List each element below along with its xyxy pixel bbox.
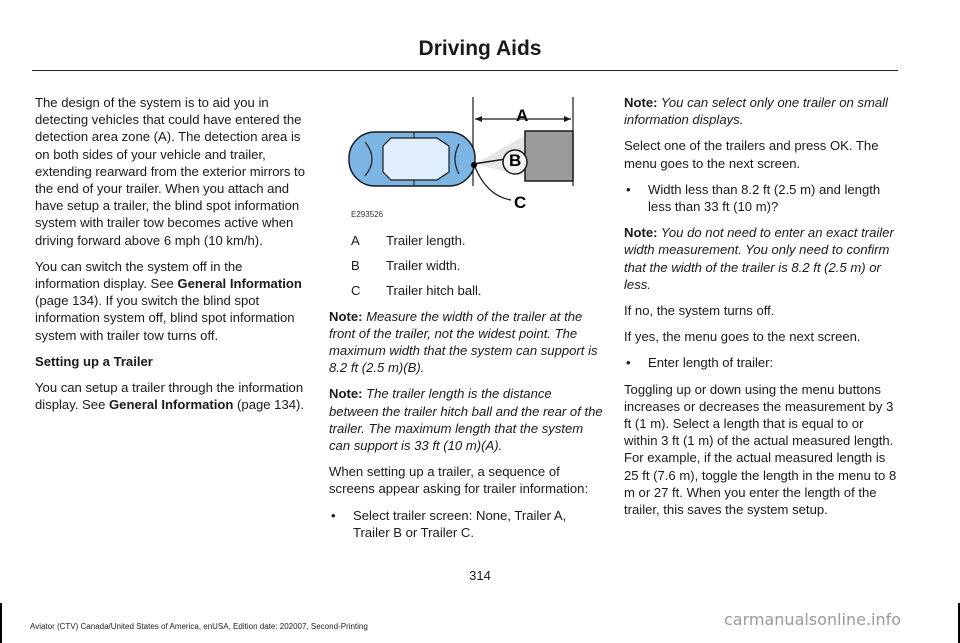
bullet-text: Select trailer screen: None, Trailer A, Trailer B or Trailer C.: [353, 507, 567, 540]
arrow-left-icon: [475, 116, 482, 122]
note-label: Note:: [329, 386, 363, 402]
legend-key: B: [351, 258, 360, 274]
cross-reference-link[interactable]: General Information: [177, 276, 302, 292]
label-a: A: [516, 106, 529, 125]
bullet-icon: •: [626, 355, 631, 371]
note-text: You do not need to enter an exact trailer width measurement. You only need to confirm that the width of the trailer is 8.2 ft (2.5 m) or less.: [624, 225, 894, 292]
legend-row: [329, 282, 603, 299]
hitch-ball: [471, 162, 477, 168]
legend-key: C: [351, 283, 361, 299]
note: [624, 94, 898, 128]
note: [329, 308, 603, 377]
arrow-right-icon: [564, 116, 571, 122]
footer-text: Aviator (CTV) Canada/United States of America, enUSA, Edition date: 202007, Second-Printing: [30, 622, 368, 631]
note-label: Note:: [329, 308, 363, 324]
legend-text: Trailer width.: [386, 258, 461, 274]
column-2: [329, 94, 603, 550]
trailer-body: [525, 131, 573, 181]
page-number: 314: [469, 568, 491, 583]
paragraph: Toggling up or down using the menu buttons increases or decreases the measurement by 3 ft (1 m). Select a length that is equal to or within 3 ft (1 m) of the actual measured length. For example, if the actual measured length is 25 ft (7.6 m), toggle the length in the menu to 8 m or 27 ft. When you enter the length of the trailer, this saves the system setup.: [624, 381, 897, 518]
legend-text: Trailer length.: [386, 233, 466, 248]
text: You can setup a trailer through the information display. See: [35, 380, 304, 413]
paragraph: If no, the system turns off.: [624, 303, 775, 319]
title-divider: [32, 70, 898, 71]
section-heading: Setting up a Trailer: [35, 353, 153, 369]
note-label: Note:: [624, 95, 658, 110]
watermark: carmanualsonline.info: [724, 610, 902, 629]
figure-id: E293526: [351, 210, 384, 219]
note-text: The trailer length is the distance between the trailer hitch ball and the rear of the trailer. The maximum length that the system can support is 33 ft (10 m)(A).: [329, 386, 603, 454]
leader-line: [475, 167, 511, 200]
note: [329, 385, 603, 454]
vehicle-roof: [383, 138, 449, 180]
note-label: Note:: [624, 225, 658, 241]
legend-row: [329, 257, 603, 274]
bullet-item: [624, 181, 898, 215]
bullet-item: [624, 354, 898, 371]
paragraph: The design of the system is to aid you in detecting vehicles that could have entered the detection area zone (A). The detection area is on both sides of your vehicle and trailer, extending rearward from the exterior mirrors to the end of your trailer. When you attach and have setup a trailer, the blind spot information system with trailer tow becomes active when driving forward above 6 mph (10 km/h).: [35, 95, 305, 248]
note-text: Measure the width of the trailer at the front of the trailer, not the widest point. The maximum width that the system can support is 8.2 ft (2.5 m)(B).: [329, 308, 598, 376]
text: You can switch the system off in the information display. See: [35, 258, 243, 292]
text: (page 134).: [233, 397, 305, 413]
text: (page 134). If you switch the blind spot information system off, blind spot information system with trailer tow turns off.: [35, 293, 295, 343]
paragraph: [35, 379, 307, 413]
column-1: [35, 94, 307, 422]
label-b: B: [509, 151, 522, 170]
note-text: You can select only one trailer on small information displays.: [624, 95, 888, 128]
bullet-item: [329, 507, 603, 541]
legend-row: [329, 232, 603, 249]
paragraph: When setting up a trailer, a sequence of screens appear asking for trailer information:: [329, 464, 589, 497]
note: [624, 224, 898, 293]
paragraph: Select one of the trailers and press OK. The menu goes to the next screen.: [624, 138, 879, 171]
paragraph: [35, 258, 307, 344]
crop-mark-left: [0, 603, 2, 643]
cross-reference-link[interactable]: General Information: [109, 397, 234, 413]
page-title: Driving Aids: [418, 37, 542, 60]
figure-legend: [329, 232, 603, 300]
bullet-text: Enter length of trailer:: [648, 355, 774, 371]
bullet-icon: •: [626, 181, 631, 197]
column-3: [624, 94, 898, 527]
bullet-text: Width less than 8.2 ft (2.5 m) and length less than 33 ft (10 m)?: [648, 181, 881, 215]
bullet-icon: •: [331, 507, 336, 523]
paragraph: If yes, the menu goes to the next screen.: [624, 329, 861, 345]
label-c: C: [514, 193, 527, 212]
legend-text: Trailer hitch ball.: [386, 283, 482, 299]
legend-key: A: [351, 233, 360, 248]
trailer-diagram: [329, 88, 603, 226]
